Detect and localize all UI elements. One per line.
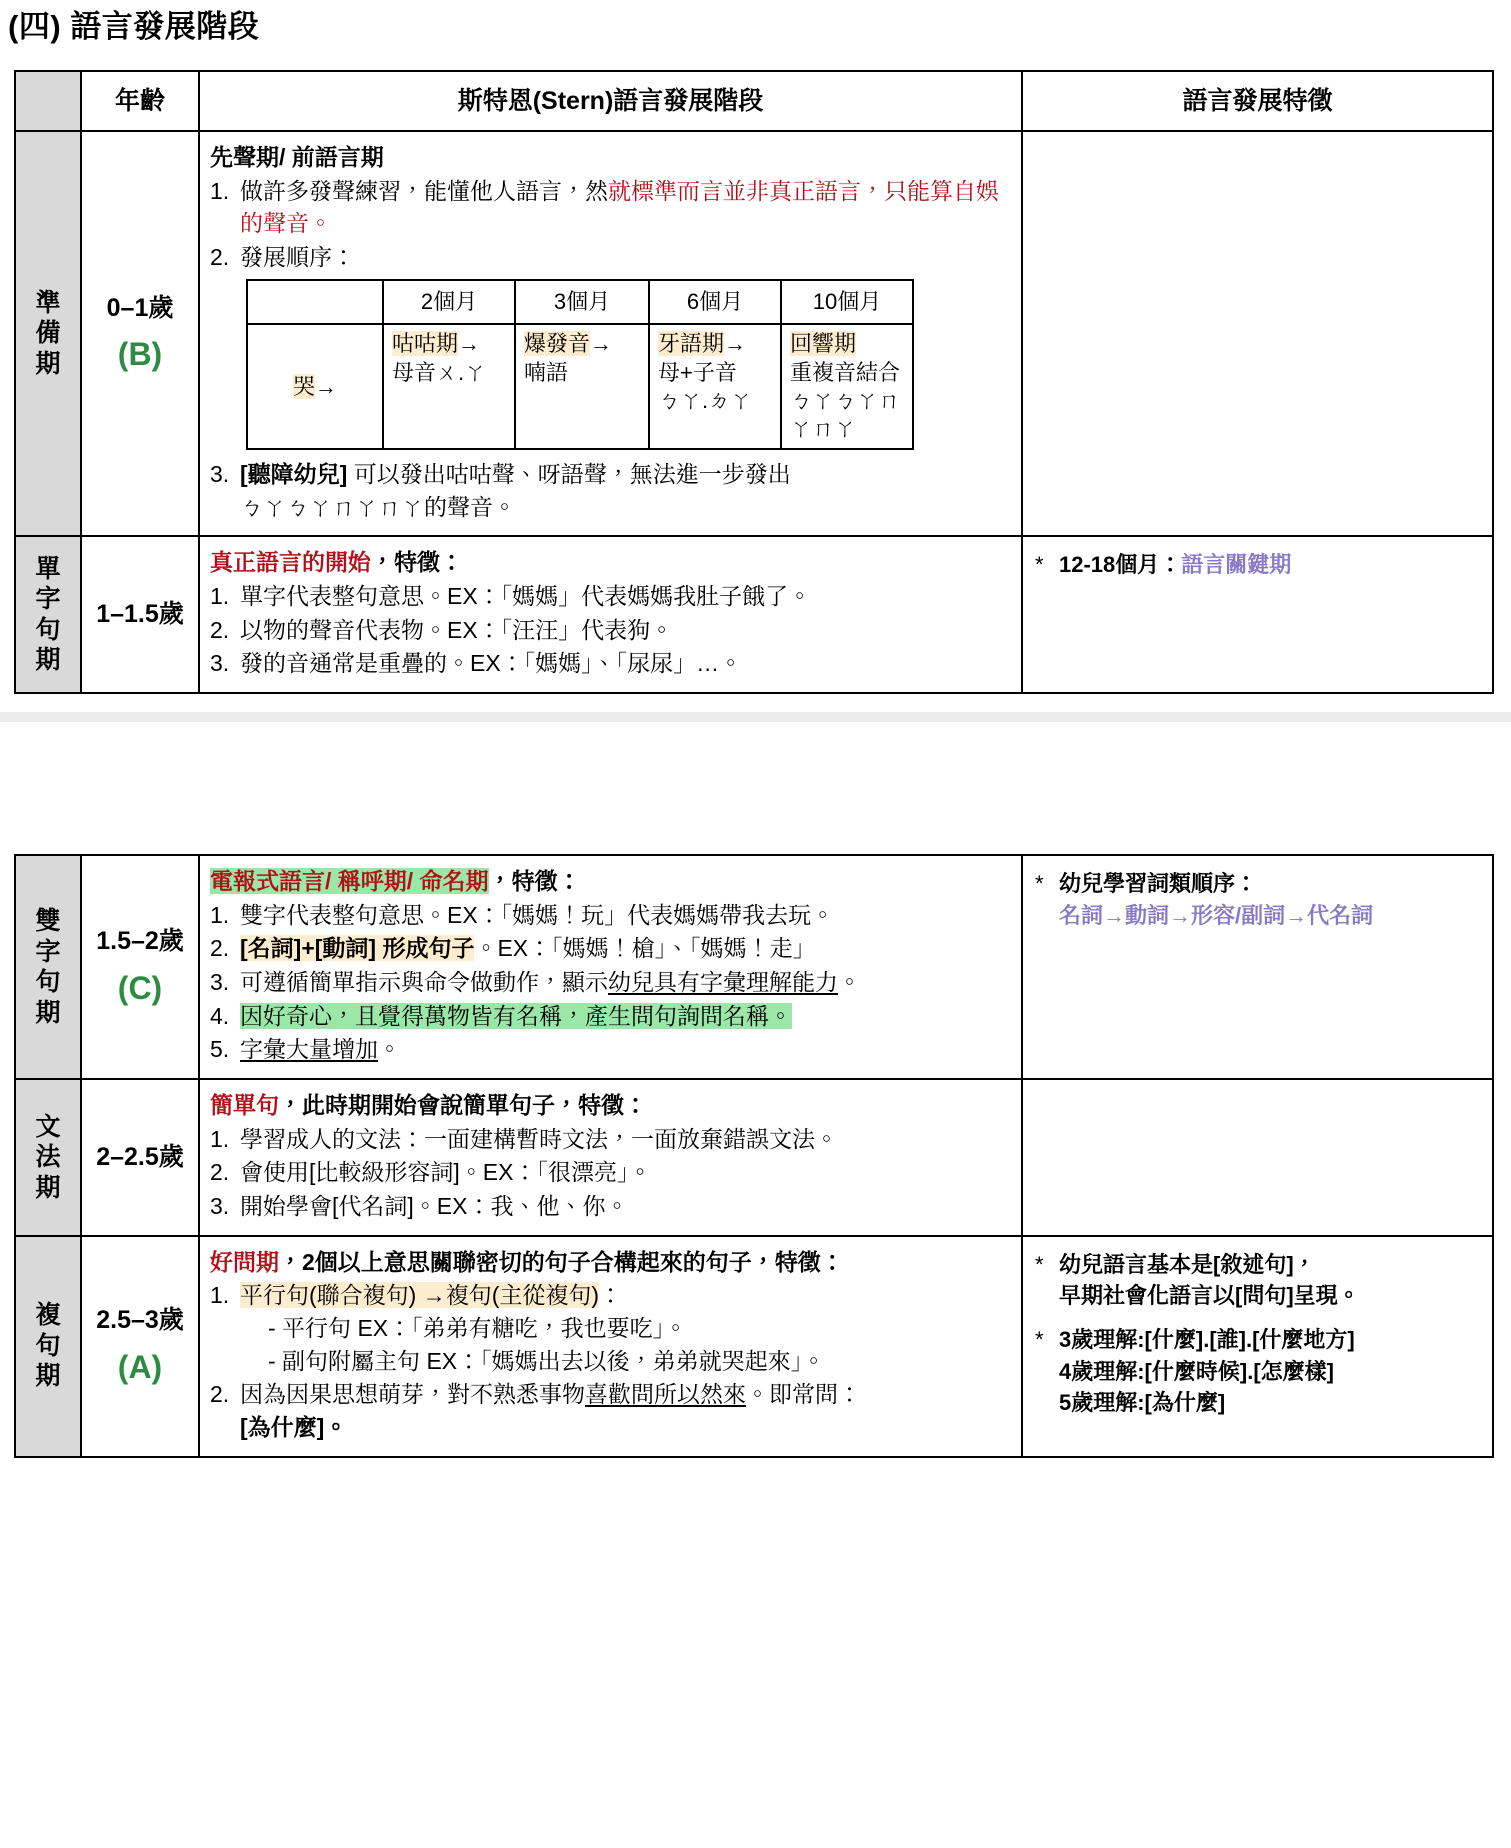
list-text: 可遵循簡單指示與命令做動作，顯示 [240,969,608,995]
bullet-star: * [1035,1251,1044,1277]
bullet-star: * [1035,552,1044,578]
list-text: 可以發出咕咕聲、呀語聲，無法進一步發出 [347,461,791,488]
table-row [15,855,1493,1079]
list-text: 學習成人的文法：一面建構暫時文法，一面放棄錯誤文法。 [240,1125,838,1152]
features-cell-2 [1022,855,1493,1079]
header-stage-blank [15,71,81,131]
feature-line2: 早期社會化語言以[問句]呈現。 [1059,1283,1360,1309]
bullet-star: * [1035,1326,1044,1352]
list-item [210,1000,1011,1033]
list-text-underline: 幼兒具有字彙理解能力 [608,969,838,995]
development-sequence-table [246,279,914,450]
stage-cry: 哭→ [247,324,383,449]
list-text-underline: 喜歡問所以然來 [585,1381,746,1408]
feature-note [1035,1249,1482,1312]
stage-char: 期 [35,1173,61,1202]
stage-char: 雙 [35,907,61,935]
stage-char: 準 [35,288,61,317]
content-title-suffix: ，此時期開始會說簡單句子，特徵： [279,1091,647,1118]
stage-babbling-label: 牙語期 [658,331,725,357]
stage-explosive-label: 爆發音 [524,331,591,357]
age-cell-1 [81,536,199,693]
stern-content-2 [199,855,1022,1079]
stern-content-0 [199,131,1022,537]
table-row [15,1079,1493,1236]
stage-babbling: 牙語期→ 母+子音 ㄅㄚ.ㄉㄚ [649,324,781,449]
stage-char: 單 [35,554,61,583]
feature-line2: 4歲理解:[什麼時候].[怎麼樣] [1059,1358,1334,1384]
features-cell-4 [1022,1236,1493,1457]
list-number: 2. [210,616,230,643]
stage-label-two-word [15,855,81,1079]
age-value: 2–2.5歲 [96,1142,184,1171]
age-value: 1–1.5歲 [96,600,184,629]
age-cell-3 [81,1079,199,1236]
stage-echolalia-label: 回響期 [790,331,857,357]
content-title-2 [210,865,1011,898]
stage-babbling-sub: 母+子音 [658,359,737,385]
feature-label: 12-18個月： [1059,552,1182,578]
list-text: 單字代表整句意思。EX：「媽媽」代表媽媽我肚子餓了。 [240,583,812,610]
bullet-star: * [1035,871,1044,897]
list-item [210,932,1011,965]
table-header-row [15,71,1493,131]
list-text-end: 。 [378,1036,401,1063]
content-title-red: 電報式語言/ 稱呼期/ 命名期 [210,868,489,895]
list-number: 5. [210,1036,230,1063]
features-cell-1 [1022,536,1493,693]
content-list-1 [210,580,1011,680]
list-item [210,899,1011,932]
feature-label: 幼兒語言基本是[敘述句]， [1059,1251,1316,1277]
list-item [210,1123,1011,1156]
stage-char: 期 [35,349,61,378]
feature-label: 幼兒學習詞類順序： [1059,871,1258,897]
stage-echolalia [781,324,913,449]
list-item [210,1033,1011,1066]
stage-babbling-sub2: ㄅㄚ.ㄉㄚ [658,387,753,413]
list-number: 4. [210,1002,230,1029]
list-item [210,458,1011,523]
list-number: 2. [210,1159,230,1186]
header-age: 年齡 [81,71,199,131]
stern-content-4 [199,1236,1022,1457]
list-text: 。EX：「媽媽！槍」、「媽媽！走」 [474,935,816,962]
content-title-1 [210,546,1011,579]
stage-explosive: 爆發音→ 喃語 [515,324,649,449]
list-number: 1. [210,1282,230,1309]
page-title: (四) 語言發展階段 [8,9,260,44]
content-title-4 [210,1246,1011,1279]
language-stage-table-block-1 [14,70,1494,694]
stage-char: 期 [35,1362,61,1391]
feature-value: 語言關鍵期 [1181,552,1292,578]
list-text-bold: [聽障幼兒] [240,461,348,488]
list-number: 3. [210,969,230,995]
age-letter: (A) [117,1348,163,1385]
header-stern: 斯特恩(Stern)語言發展階段 [199,71,1022,131]
content-title-red: 好問期 [210,1248,279,1275]
features-cell-3 [1022,1079,1493,1236]
content-title-red: 簡單句 [210,1091,279,1118]
list-item [210,175,1011,240]
features-cell-0 [1022,131,1493,537]
content-title-suffix: ，2個以上意思關聯密切的句子合構起來的句子，特徵： [279,1248,844,1275]
list-item [210,1378,1011,1443]
list-number: 1. [210,1125,230,1152]
age-cell-4 [81,1236,199,1457]
age-cell-2 [81,855,199,1079]
stage-label-grammar [15,1079,81,1236]
list-number: 2. [210,935,230,962]
list-text-highlight: [名詞]+[動詞] 形成句子 [240,935,475,962]
content-list-0 [210,175,1011,524]
list-text-underline: 字彙大量增加 [240,1036,378,1063]
list-text-red: 就標準而言並非真正語言，只能算自娛的聲音。 [240,177,999,237]
month-header-10: 10個月 [781,280,913,324]
stage-char: 期 [35,998,61,1027]
stage-char: 字 [35,585,61,614]
content-title-3 [210,1089,1011,1122]
stage-cooing-sub: 母音ㄨ.ㄚ [392,359,487,385]
age-value: 1.5–2歲 [96,927,184,956]
month-header-6: 6個月 [649,280,781,324]
list-item [210,647,1011,680]
stage-echolalia-sub: 重複音結合 [790,359,901,385]
list-number: 2. [210,243,230,270]
list-number: 1. [210,583,230,610]
list-text: 做許多發聲練習，能懂他人語言，然 [240,177,608,204]
month-header-2: 2個月 [383,280,515,324]
list-text-line2: [為什麼]。 [240,1413,348,1440]
age-letter: (B) [117,336,163,373]
content-title-0: 先聲期/ 前語言期 [210,143,384,170]
language-stage-table-block-2 [14,854,1494,1458]
list-number: 2. [210,1381,230,1408]
months-header-row [247,280,913,324]
list-text: ： [599,1282,623,1309]
table-row [15,536,1493,693]
list-item [210,966,1011,999]
age-letter: (C) [117,969,163,1006]
content-title-suffix: ，特徵： [371,549,463,576]
stage-label-single-word [15,536,81,693]
list-text: 會使用[比較級形容詞]。EX：「很漂亮」。 [240,1159,652,1186]
list-item [210,241,1011,450]
slide-divider-band [0,712,1511,722]
list-text-end: 。即常問： [746,1381,861,1408]
feature-line3: 5歲理解:[為什麼] [1059,1390,1226,1416]
list-number: 3. [210,1192,230,1219]
list-text-highlight: 平行句(聯合複句) →複句(主從複句) [240,1282,600,1309]
list-text: 以物的聲音代表物。EX：「汪汪」代表狗。 [240,616,674,643]
stage-char: 句 [35,968,61,996]
content-list-3 [210,1123,1011,1223]
header-features: 語言發展特徵 [1022,71,1493,131]
stage-char: 文 [35,1112,61,1141]
stage-char: 句 [35,615,61,644]
stage-cry-label: 哭 [292,373,315,399]
feature-note [1035,1324,1482,1419]
table-row [15,1236,1493,1457]
stage-cooing-label: 咕咕期 [392,331,459,357]
list-text: 發展順序： [240,243,355,270]
slide-break-spacer [0,712,1511,832]
list-text-end: 。 [838,969,861,995]
list-text: 因為因果思想萌芽，對不熟悉事物 [240,1381,585,1408]
list-number: 3. [210,461,230,488]
stage-echolalia-sub3: ㄚㄇㄚ [790,415,857,441]
list-number: 1. [210,901,230,928]
stage-char: 複 [35,1301,61,1330]
month-header-3: 3個月 [515,280,649,324]
list-text-highlight-green: 因好奇心，且覺得萬物皆有名稱，產生問句詢問名稱。 [240,1002,792,1029]
list-text-line2: ㄅㄚㄅㄚㄇㄚㄇㄚ的聲音。 [240,493,516,520]
content-title-suffix: ，特徵： [488,868,581,895]
feature-note [1035,868,1482,931]
list-subitem: - 平行句 EX：「弟弟有糖吃，我也要吃」。 [268,1314,688,1341]
stage-char: 期 [35,646,61,675]
age-cell-0 [81,131,199,537]
list-text: 雙字代表整句意思。EX：「媽媽！玩」代表媽媽帶我去玩。 [240,901,835,928]
stern-content-3 [199,1079,1022,1236]
content-title-red: 真正語言的開始 [210,549,371,576]
list-item [210,614,1011,647]
stage-char: 句 [35,1331,61,1360]
stage-char: 字 [35,937,61,966]
feature-value: 名詞→動詞→形容/副詞→代名詞 [1059,902,1374,928]
list-text: 發的音通常是重疊的。EX：「媽媽」、「尿尿」…。 [240,650,743,677]
stage-label-complex-sentence [15,1236,81,1457]
list-subitem: - 副句附屬主句 EX：「媽媽出去以後，弟弟就哭起來」。 [268,1347,826,1374]
stage-char: 法 [35,1143,61,1172]
feature-note [1035,549,1482,581]
list-number: 3. [210,650,230,677]
age-value: 0–1歲 [106,294,174,322]
stage-cooing: 咕咕期→ 母音ㄨ.ㄚ [383,324,515,449]
months-body-row [247,324,913,449]
month-header-blank [247,280,383,324]
list-item [210,1190,1011,1223]
table-row [15,131,1493,537]
list-item [210,1156,1011,1189]
content-list-4 [210,1279,1011,1443]
list-number: 1. [210,177,230,204]
age-value: 2.5–3歲 [96,1306,184,1335]
stage-char: 備 [35,319,61,348]
stern-content-1 [199,536,1022,693]
stage-label-preparation [15,131,81,537]
feature-label: 3歲理解:[什麼].[誰].[什麼地方] [1059,1326,1355,1352]
list-item [210,580,1011,613]
list-text: 開始學會[代名詞]。EX：我、他、你。 [240,1192,629,1219]
stage-explosive-sub: 喃語 [524,359,569,385]
list-item [210,1279,1011,1377]
content-list-2 [210,899,1011,1066]
stage-echolalia-sub2: ㄅㄚㄅㄚㄇ [790,387,901,413]
